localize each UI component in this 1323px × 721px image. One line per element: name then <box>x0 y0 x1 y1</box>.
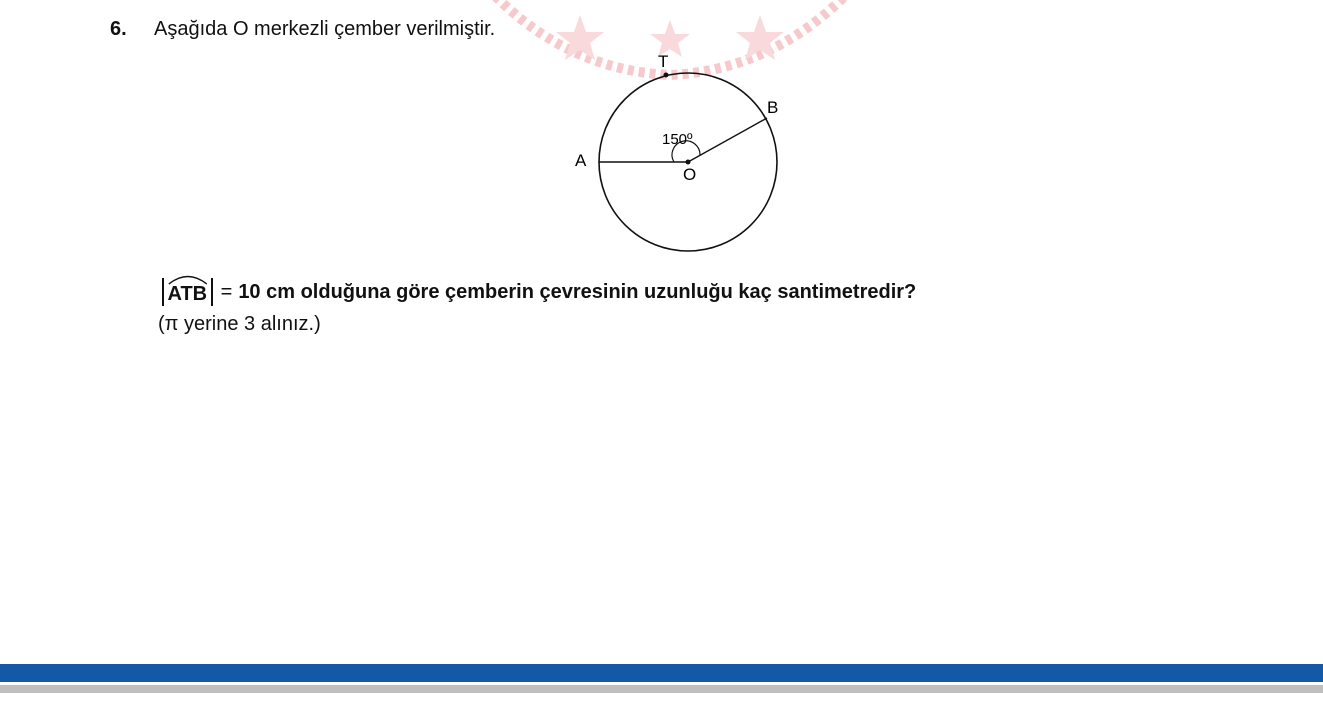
point-T-dot <box>664 73 669 78</box>
abs-bar-left <box>162 278 164 306</box>
label-B: B <box>767 98 779 117</box>
arc-label: ATB <box>167 282 208 305</box>
arc-notation <box>168 279 208 306</box>
angle-label: 150º <box>662 131 693 148</box>
label-O: O <box>683 165 697 184</box>
question-intro: Aşağıda O merkezli çember verilmiştir. <box>154 18 496 40</box>
circle-figure <box>560 45 820 260</box>
pi-hint: (π yerine 3 alınız.) <box>158 313 321 335</box>
abs-bar-right <box>211 278 213 306</box>
question-text: 10 cm olduğuna göre çemberin çevresinin uzunluğu kaç santimetredir? <box>238 280 917 303</box>
footer-blue-bar <box>0 664 1323 682</box>
label-A: A <box>575 151 587 170</box>
equals-sign: = <box>220 280 233 303</box>
label-T: T <box>658 52 669 71</box>
center-O-dot <box>686 160 691 165</box>
question-number: 6. <box>110 18 127 40</box>
arc-symbol <box>168 273 208 285</box>
question-statement <box>158 278 916 306</box>
footer-gray-bar <box>0 685 1323 693</box>
radius-OB <box>688 118 767 162</box>
